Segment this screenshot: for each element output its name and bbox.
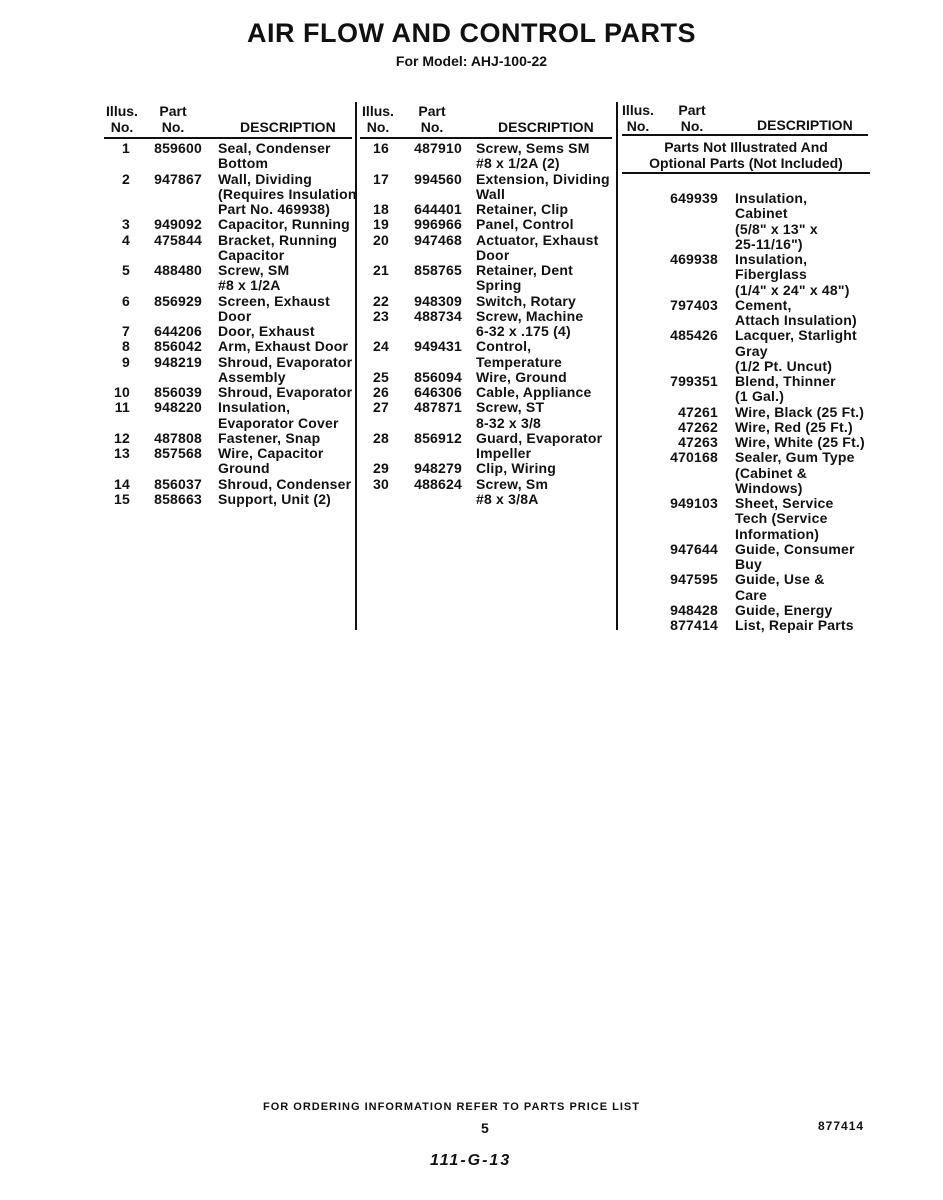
- part-description: Lacquer, Starlight: [735, 327, 857, 344]
- part-number: 470168: [670, 449, 718, 466]
- part-description: Cement,: [735, 296, 792, 313]
- part-description: (5/8" x 13" x: [735, 220, 818, 237]
- illus-header-line1: Illus.: [622, 102, 654, 118]
- part-description: Extension, Dividing: [476, 170, 610, 187]
- illus-number: 29: [373, 460, 389, 477]
- part-number: 949103: [670, 495, 718, 511]
- illus-header: [620, 102, 656, 134]
- illus-number: 1: [122, 140, 130, 156]
- part-header-line2: No.: [161, 119, 185, 135]
- part-number: 47262: [678, 418, 718, 435]
- part-description: #8 x 3/8A: [476, 490, 539, 507]
- part-number: 948219: [154, 353, 202, 370]
- part-description: (Requires Insulation: [218, 185, 357, 202]
- part-number: 856039: [154, 384, 202, 400]
- part-description: Windows): [735, 479, 803, 496]
- note-line: Optional Parts (Not Included): [649, 154, 843, 171]
- part-description: Screw, SM: [218, 262, 290, 278]
- part-description: Guide, Energy: [735, 601, 833, 618]
- part-number: 947644: [670, 540, 718, 557]
- part-description: Support, Unit (2): [218, 490, 332, 507]
- part-description: Cabinet: [735, 205, 788, 222]
- part-description: (Cabinet &: [735, 464, 807, 481]
- part-description: Cable, Appliance: [476, 384, 592, 400]
- illus-number: 9: [122, 353, 130, 370]
- part-description: Bottom: [218, 155, 269, 172]
- part-description: Screw, Machine: [476, 307, 584, 324]
- part-number: 856042: [154, 338, 202, 355]
- illus-number: 16: [373, 140, 389, 156]
- part-number: 485426: [670, 327, 718, 344]
- part-description: Fastener, Snap: [218, 429, 321, 446]
- part-number: 859600: [154, 140, 202, 156]
- part-description: Shroud, Evaporator: [218, 384, 353, 400]
- part-description: Door: [476, 246, 510, 263]
- illus-number: 5: [122, 262, 130, 278]
- part-description: Blend, Thinner: [735, 373, 836, 389]
- part-description: Spring: [476, 277, 522, 294]
- part-description: Attach Insulation): [735, 312, 857, 328]
- part-header: [155, 103, 191, 135]
- part-number: 948309: [414, 292, 462, 309]
- illus-number: 18: [373, 201, 389, 217]
- part-description: (1/2 Pt. Uncut): [735, 357, 833, 374]
- part-description: Wall, Dividing: [218, 170, 313, 187]
- part-description: Switch, Rotary: [476, 292, 577, 309]
- part-description: Shroud, Condenser: [218, 475, 352, 492]
- part-description: Capacitor: [218, 246, 285, 263]
- description-header: DESCRIPTION: [498, 119, 594, 135]
- illus-number: 24: [373, 338, 389, 355]
- part-number: 47263: [678, 434, 718, 450]
- illus-number: 19: [373, 216, 389, 233]
- part-description: Shroud, Evaporator: [218, 353, 353, 370]
- part-description: Gray: [735, 342, 768, 359]
- illus-number: 17: [373, 170, 389, 187]
- part-number: 856094: [414, 368, 462, 385]
- column-divider: [355, 102, 357, 630]
- not-illustrated-note: [622, 140, 870, 171]
- part-description: Wire, Ground: [476, 368, 567, 385]
- part-description: Door: [218, 307, 252, 324]
- illus-number: 3: [122, 216, 130, 233]
- illus-number: 26: [373, 384, 389, 400]
- header-rule: [622, 134, 868, 136]
- part-number: 947595: [670, 571, 718, 588]
- illus-header-line1: Illus.: [362, 103, 394, 119]
- illus-number: 2: [122, 170, 130, 187]
- part-number: 948428: [670, 601, 718, 618]
- part-number: 487910: [414, 140, 462, 156]
- illus-number: 23: [373, 307, 389, 324]
- part-description: Buy: [735, 556, 763, 572]
- part-description: Ground: [218, 460, 270, 477]
- illus-header-line1: Illus.: [106, 103, 138, 119]
- part-description: Screw, ST: [476, 399, 545, 416]
- part-number: 858663: [154, 490, 202, 507]
- note-rule: [622, 172, 870, 174]
- illus-number: 10: [114, 384, 130, 400]
- illus-number: 27: [373, 399, 389, 416]
- part-description: Wall: [476, 185, 506, 202]
- description-header: DESCRIPTION: [757, 117, 853, 133]
- illus-number: 8: [122, 338, 130, 355]
- part-number: 857568: [154, 445, 202, 461]
- page-number: 5: [481, 1120, 489, 1136]
- part-header-line1: Part: [678, 102, 706, 118]
- part-description: Information): [735, 525, 820, 542]
- part-description: Retainer, Clip: [476, 201, 569, 217]
- illus-number: 7: [122, 323, 130, 339]
- illus-number: 6: [122, 292, 130, 309]
- part-number: 877414: [670, 617, 718, 633]
- part-header-line1: Part: [418, 103, 446, 119]
- illus-number: 12: [114, 429, 130, 446]
- part-number: 646306: [414, 384, 462, 400]
- illus-number: 4: [122, 231, 130, 248]
- part-header: [674, 102, 710, 134]
- part-description: Insulation,: [218, 399, 291, 416]
- handwritten-note: 111-G-13: [430, 1152, 512, 1169]
- part-number: 947468: [414, 231, 462, 248]
- part-number: 487871: [414, 399, 462, 416]
- part-description: #8 x 1/2A: [218, 277, 281, 294]
- model-subtitle: For Model: AHJ-100-22: [395, 53, 548, 69]
- part-number: 649939: [670, 190, 718, 206]
- part-description: #8 x 1/2A (2): [476, 155, 560, 172]
- header-rule: [360, 137, 612, 139]
- part-number: 47261: [678, 403, 718, 420]
- part-description: Screen, Exhaust: [218, 292, 330, 309]
- part-description: Actuator, Exhaust: [476, 231, 599, 248]
- part-number: 487808: [154, 429, 202, 446]
- part-number: 488734: [414, 307, 462, 324]
- part-description: Guide, Consumer: [735, 540, 855, 557]
- part-description: Wire, White (25 Ft.): [735, 434, 865, 450]
- part-number: 858765: [414, 262, 462, 278]
- part-description: Arm, Exhaust Door: [218, 338, 349, 355]
- part-description: Screw, Sems SM: [476, 140, 590, 156]
- part-description: Impeller: [476, 445, 532, 461]
- illus-number: 21: [373, 262, 389, 278]
- part-description: Guide, Use &: [735, 571, 825, 588]
- part-number: 856037: [154, 475, 202, 492]
- part-header-line1: Part: [159, 103, 187, 119]
- column-divider: [616, 102, 618, 630]
- part-description: Temperature: [476, 353, 562, 370]
- part-number: 948220: [154, 399, 202, 416]
- part-description: Panel, Control: [476, 216, 574, 233]
- part-description: Evaporator Cover: [218, 414, 339, 431]
- illus-header-line2: No.: [626, 118, 650, 134]
- part-number: 488480: [154, 262, 202, 278]
- part-description: Insulation,: [735, 251, 808, 267]
- part-description: 25-11/16"): [735, 235, 803, 252]
- part-description: Insulation,: [735, 190, 808, 206]
- part-number: 644401: [414, 201, 462, 217]
- part-number: 644206: [154, 323, 202, 339]
- header-rule: [104, 137, 352, 139]
- part-description: Part No. 469938): [218, 201, 331, 217]
- part-description: Wire, Capacitor: [218, 445, 324, 461]
- part-description: Door, Exhaust: [218, 323, 315, 339]
- part-number: 856912: [414, 429, 462, 446]
- part-description: Bracket, Running: [218, 231, 338, 248]
- part-description: Sealer, Gum Type: [735, 449, 855, 466]
- part-number: 475844: [154, 231, 202, 248]
- part-description: Assembly: [218, 368, 286, 385]
- part-number: 948279: [414, 460, 462, 477]
- part-description: (1 Gal.): [735, 388, 785, 405]
- part-header: [414, 103, 450, 135]
- part-number: 488624: [414, 475, 462, 492]
- illus-header: [104, 103, 140, 135]
- part-description: Sheet, Service: [735, 495, 834, 511]
- part-description: Retainer, Dent: [476, 262, 573, 278]
- part-description: 6-32 x .175 (4): [476, 323, 571, 339]
- part-description: Care: [735, 586, 767, 603]
- part-number: 799351: [670, 373, 718, 389]
- illus-number: 15: [114, 490, 130, 507]
- part-number: 994560: [414, 170, 462, 187]
- note-line: Parts Not Illustrated And: [664, 139, 828, 155]
- part-description: Wire, Red (25 Ft.): [735, 418, 853, 435]
- part-number: 996966: [414, 216, 462, 233]
- part-description: Fiberglass: [735, 266, 808, 283]
- illus-number: 13: [114, 445, 130, 461]
- part-description: Clip, Wiring: [476, 460, 557, 477]
- part-description: 8-32 x 3/8: [476, 414, 542, 431]
- part-description: Seal, Condenser: [218, 140, 331, 156]
- part-description: Tech (Service: [735, 510, 828, 527]
- illus-header-line2: No.: [366, 119, 390, 135]
- illus-number: 25: [373, 368, 389, 385]
- part-header-line2: No.: [680, 118, 704, 134]
- illus-number: 20: [373, 231, 389, 248]
- part-number: 949092: [154, 216, 202, 233]
- part-description: Wire, Black (25 Ft.): [735, 403, 865, 420]
- illus-header-line2: No.: [110, 119, 134, 135]
- document-number: 877414: [818, 1119, 865, 1133]
- part-number: 797403: [670, 296, 718, 313]
- part-number: 469938: [670, 251, 718, 267]
- illus-number: 30: [373, 475, 389, 492]
- part-number: 947867: [154, 170, 202, 187]
- part-number: 856929: [154, 292, 202, 309]
- illus-number: 14: [114, 475, 130, 492]
- part-description: List, Repair Parts: [735, 617, 854, 633]
- ordering-info: FOR ORDERING INFORMATION REFER TO PARTS PRICE LIST: [263, 1101, 640, 1113]
- part-description: Capacitor, Running: [218, 216, 350, 233]
- part-header-line2: No.: [420, 119, 444, 135]
- description-header: DESCRIPTION: [240, 119, 336, 135]
- part-number: 949431: [414, 338, 462, 355]
- illus-number: 11: [114, 399, 130, 416]
- illus-header: [360, 103, 396, 135]
- illus-number: 28: [373, 429, 389, 446]
- part-description: (1/4" x 24" x 48"): [735, 281, 850, 298]
- illus-number: 22: [373, 292, 389, 309]
- part-description: Guard, Evaporator: [476, 429, 603, 446]
- part-description: Control,: [476, 338, 532, 355]
- page-title: AIR FLOW AND CONTROL PARTS: [247, 18, 696, 48]
- part-description: Screw, Sm: [476, 475, 549, 492]
